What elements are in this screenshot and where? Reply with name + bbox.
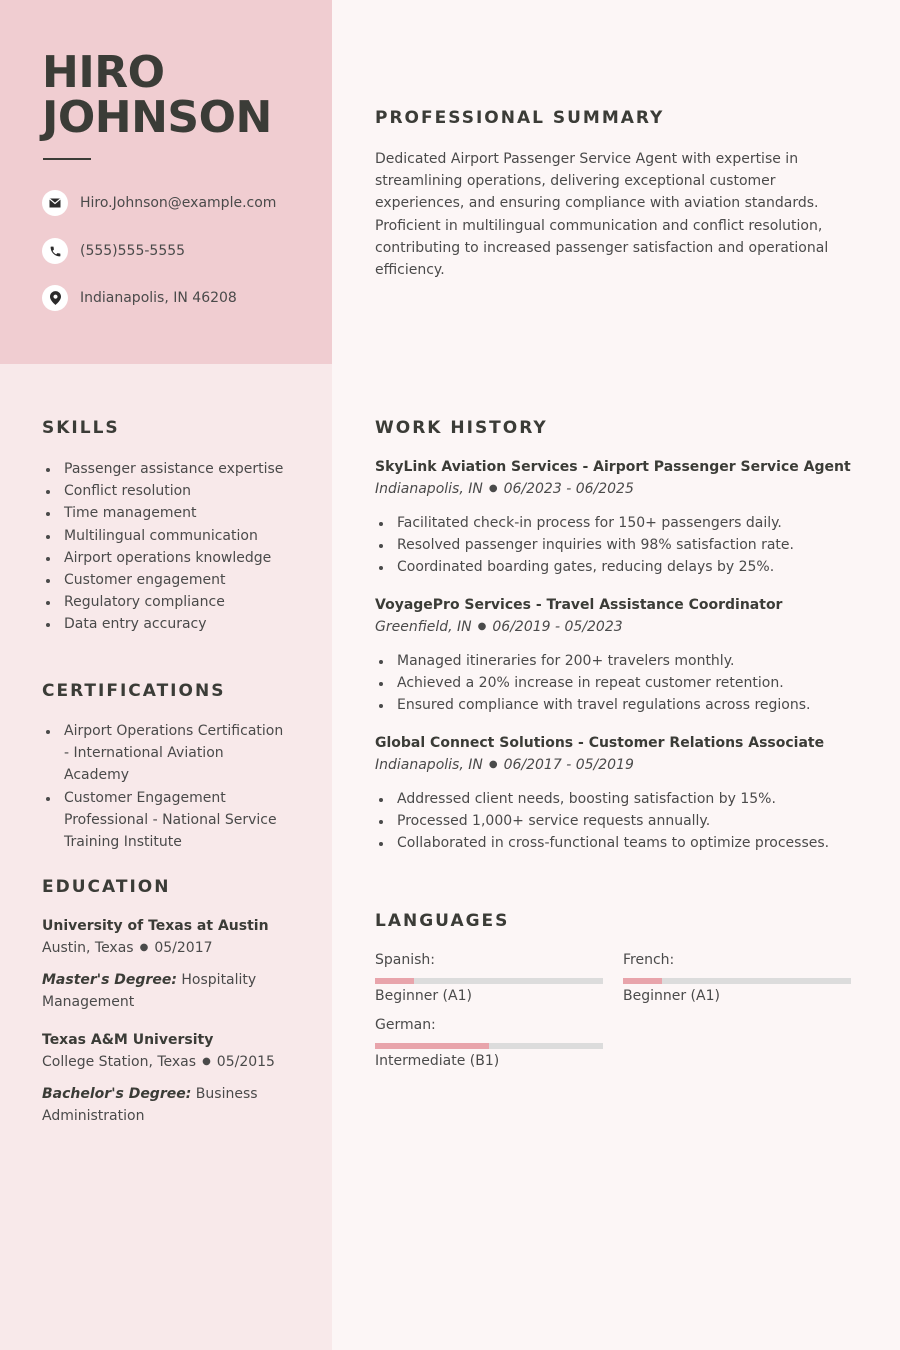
- certifications-heading: CERTIFICATIONS: [42, 681, 226, 701]
- language-name: Spanish:: [375, 952, 435, 968]
- separator-dot: ●: [477, 621, 487, 632]
- job-title: VoyagePro Services - Travel Assistance Coordinator: [375, 597, 783, 613]
- separator-dot: ●: [202, 1056, 211, 1067]
- job-meta: [375, 619, 623, 635]
- job-company: SkyLink Aviation Services: [375, 459, 578, 475]
- list-item: Resolved passenger inquiries with 98% satisfaction rate.: [375, 534, 855, 556]
- location-text: Indianapolis, IN 46208: [80, 290, 237, 306]
- education-degree: Master's Degree: Hospitality Management: [42, 972, 257, 1011]
- certifications-list: [42, 720, 292, 853]
- degree-field: Hospitality Management: [42, 972, 257, 1011]
- list-item: Collaborated in cross-functional teams to optimize processes.: [375, 832, 855, 854]
- summary-heading: PROFESSIONAL SUMMARY: [375, 108, 665, 128]
- job-role: Airport Passenger Service Agent: [593, 459, 851, 475]
- job-bullets: [375, 512, 855, 579]
- last-name: JOHNSON: [42, 92, 272, 143]
- work-history-heading: WORK HISTORY: [375, 418, 548, 438]
- language-item: [375, 1017, 603, 1069]
- list-item: Data entry accuracy: [42, 613, 312, 635]
- map-pin-icon: [42, 285, 68, 311]
- education-degree: Bachelor's Degree: Business Administration: [42, 1086, 258, 1125]
- skills-heading: SKILLS: [42, 418, 120, 438]
- language-level: Beginner (A1): [375, 988, 472, 1004]
- job-role: Travel Assistance Coordinator: [546, 597, 783, 613]
- proficiency-fill: [623, 978, 662, 984]
- education-date: 05/2017: [154, 940, 213, 956]
- separator-dot: ●: [139, 942, 149, 953]
- degree-type: Bachelor's Degree: [42, 1086, 186, 1102]
- list-item: Addressed client needs, boosting satisfaction by 15%.: [375, 788, 855, 810]
- education-school: Texas A&M University: [42, 1032, 214, 1048]
- language-item: [623, 952, 851, 1004]
- job-bullets: [375, 650, 855, 717]
- job-role: Customer Relations Associate: [588, 735, 825, 751]
- separator-dot: ●: [488, 759, 498, 770]
- list-item: Passenger assistance expertise: [42, 458, 312, 480]
- education-meta: [42, 940, 213, 956]
- list-item: Achieved a 20% increase in repeat customer retention.: [375, 672, 855, 694]
- candidate-name: [42, 47, 272, 143]
- job-bullets: [375, 788, 855, 855]
- list-item: Customer engagement: [42, 569, 312, 591]
- job-location: Indianapolis, IN: [375, 481, 483, 497]
- first-name: HIRO: [42, 47, 165, 98]
- job-meta: [375, 481, 634, 497]
- degree-field: Business Administration: [42, 1086, 258, 1125]
- proficiency-bar: [375, 1043, 603, 1049]
- summary-text: Dedicated Airport Passenger Service Agent with expertise in streamlining operations, delivering exceptional customer experiences, and ensuring compliance with aviation standards. Proficient in multilingual communication and conflict resolution, contributing to increased passenger satisfaction and operational efficiency.: [375, 151, 829, 279]
- list-item: Time management: [42, 502, 312, 524]
- proficiency-fill: [375, 1043, 489, 1049]
- degree-type: Master's Degree: [42, 972, 172, 988]
- contact-phone: [42, 237, 322, 265]
- language-level: Intermediate (B1): [375, 1053, 500, 1069]
- list-item: Customer Engagement Professional - National Service Training Institute: [42, 787, 292, 854]
- language-name: French:: [623, 952, 675, 968]
- education-meta: [42, 1054, 275, 1070]
- list-item: Conflict resolution: [42, 480, 312, 502]
- phone-text[interactable]: (555)555-5555: [80, 243, 186, 259]
- job-company: VoyagePro Services: [375, 597, 531, 613]
- job-dates: 06/2019 - 05/2023: [492, 619, 623, 635]
- language-name: German:: [375, 1017, 436, 1033]
- contact-email: [42, 189, 322, 217]
- list-item: Regulatory compliance: [42, 591, 312, 613]
- envelope-icon: [42, 190, 68, 216]
- name-divider: [43, 158, 91, 160]
- list-item: Multilingual communication: [42, 525, 312, 547]
- language-item: [375, 952, 603, 1004]
- contact-location: [42, 284, 322, 312]
- job-title: Global Connect Solutions - Customer Relations Associate: [375, 735, 825, 751]
- skills-list: [42, 458, 312, 636]
- list-item: Ensured compliance with travel regulations across regions.: [375, 694, 855, 716]
- job-company: Global Connect Solutions: [375, 735, 574, 751]
- education-date: 05/2015: [216, 1054, 275, 1070]
- list-item: Processed 1,000+ service requests annually.: [375, 810, 855, 832]
- job-title: SkyLink Aviation Services - Airport Passenger Service Agent: [375, 459, 851, 475]
- list-item: Coordinated boarding gates, reducing delays by 25%.: [375, 556, 855, 578]
- list-item: Facilitated check-in process for 150+ passengers daily.: [375, 512, 855, 534]
- separator-dot: ●: [488, 483, 498, 494]
- language-level: Beginner (A1): [623, 988, 720, 1004]
- education-heading: EDUCATION: [42, 877, 171, 897]
- proficiency-fill: [375, 978, 414, 984]
- education-location: Austin, Texas: [42, 940, 134, 956]
- job-dates: 06/2023 - 06/2025: [503, 481, 634, 497]
- phone-icon: [42, 238, 68, 264]
- job-meta: [375, 757, 634, 773]
- job-dates: 06/2017 - 05/2019: [503, 757, 634, 773]
- list-item: Airport operations knowledge: [42, 547, 312, 569]
- list-item: Managed itineraries for 200+ travelers monthly.: [375, 650, 855, 672]
- education-school: University of Texas at Austin: [42, 918, 269, 934]
- languages-heading: LANGUAGES: [375, 911, 510, 931]
- proficiency-bar: [375, 978, 603, 984]
- proficiency-bar: [623, 978, 851, 984]
- education-location: College Station, Texas: [42, 1054, 197, 1070]
- list-item: Airport Operations Certification - International Aviation Academy: [42, 720, 292, 787]
- email-text[interactable]: Hiro.Johnson@example.com: [80, 195, 277, 211]
- job-location: Indianapolis, IN: [375, 757, 483, 773]
- job-location: Greenfield, IN: [375, 619, 472, 635]
